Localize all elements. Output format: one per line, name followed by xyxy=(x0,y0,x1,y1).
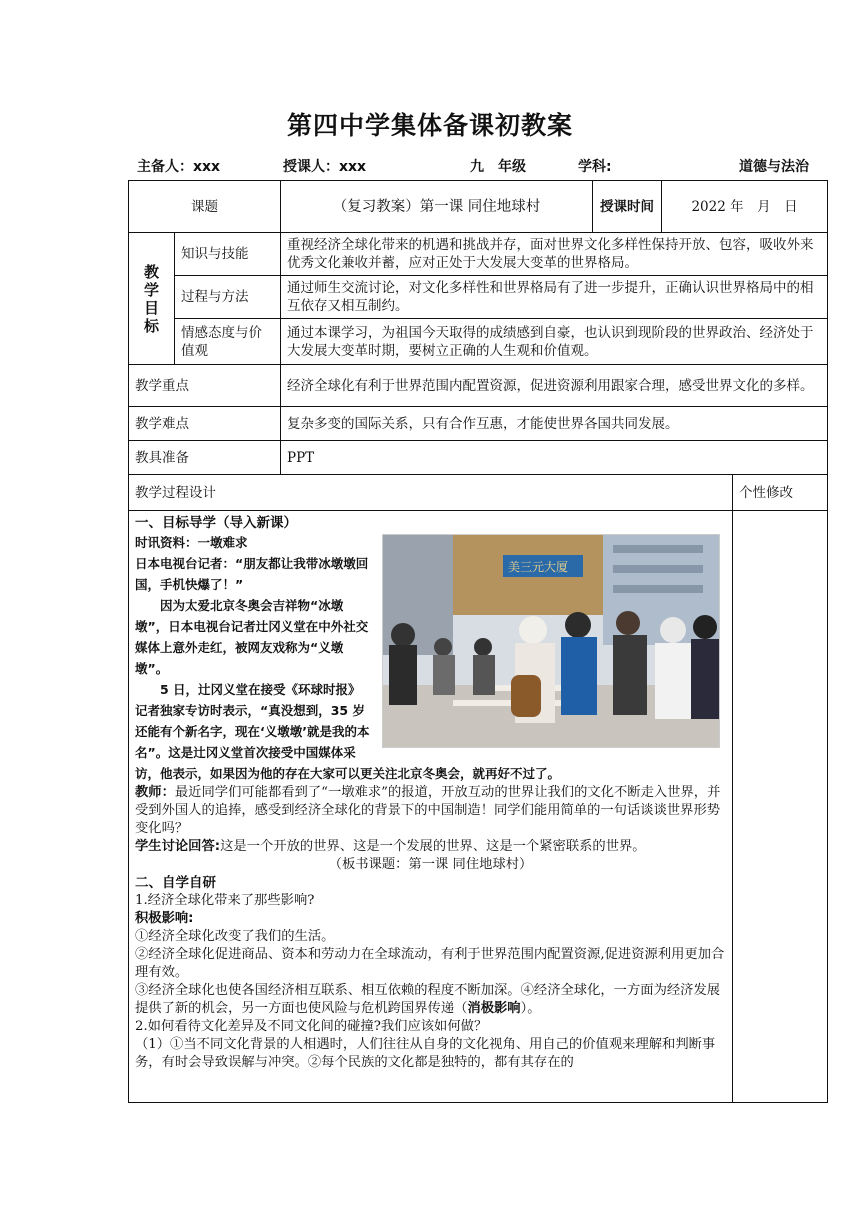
student-label: 学生讨论回答: xyxy=(135,839,221,854)
news-quote: 日本电视台记者：“朋友都让我带冰墩墩回国，手机快爆了！” xyxy=(135,556,369,592)
objective-text-process: 通过师生交流讨论，对文化多样性和世界格局有了进一步提升，正确认识世界格局中的相互依存又相互制约。 xyxy=(281,276,828,319)
student-text: 这是一个开放的世界、这是一个发展的世界、这是一个紧密联系的世界。 xyxy=(220,839,646,854)
section-1-title: 一、目标导学（导入新课） xyxy=(135,515,297,531)
photo-sign: 美三元大厦 xyxy=(508,560,569,574)
personal-label: 个性修改 xyxy=(733,475,828,511)
tools-text: PPT xyxy=(281,441,828,475)
section-2-title: 二、自学自研 xyxy=(135,875,216,891)
negative-impact: 消极影响 xyxy=(467,1001,521,1016)
point-3 xyxy=(135,982,726,1018)
point-3-end: ）。 xyxy=(520,1001,541,1016)
objective-label-process: 过程与方法 xyxy=(175,276,281,319)
question-1: 1.经济全球化带来了那些影响? xyxy=(135,893,315,908)
topic-label: 课题 xyxy=(129,181,281,233)
news-paragraph-1: 因为太爱北京冬奥会吉祥物“冰墩墩”，日本电视台记者辻冈义堂在中外社交媒体上意外走红，被网友戏称为“义墩墩”。 xyxy=(135,598,369,676)
crowd-queue-photo xyxy=(383,535,719,747)
key-point-text: 经济全球化有利于世界范围内配置资源，促进资源利用跟家合理，感受世界文化的多样。 xyxy=(281,365,828,407)
subject-value: 道德与法治 xyxy=(739,159,809,175)
news-title: 时讯资料：一墩难求 xyxy=(135,535,248,550)
objective-label-knowledge: 知识与技能 xyxy=(175,233,281,276)
personal-edit-cell[interactable] xyxy=(733,511,828,1103)
key-point-label: 教学重点 xyxy=(129,365,281,407)
teacher-label: 教师： xyxy=(135,785,175,800)
subject-label: 学科: xyxy=(578,159,612,175)
objective-text-attitude: 通过本课学习，为祖国今天取得的成绩感到自豪，也认识到现阶段的世界政治、经济处于大发展大变革时期，要树立正确的人生观和价值观。 xyxy=(281,319,828,365)
student-answer xyxy=(135,838,726,856)
time-value: 2022 年 月 日 xyxy=(662,181,828,233)
point-3-text: ③经济全球化也使各国经济相互联系、相互依赖的程度不断加深。④经济全球化，一方面为经济发展提供了新的机会，另一方面也使风险与危机跨国界传递（ xyxy=(135,983,721,1016)
objective-label-attitude: 情感态度与价值观 xyxy=(175,319,281,365)
difficult-point-label: 教学难点 xyxy=(129,407,281,441)
news-paragraph-2: 5 日，辻冈义堂在接受《环球时报》记者独家专访时表示，“真没想到，35 岁还能有个新名字，现在‘义墩墩’就是我的本名”。这是辻冈义堂首次接受中国媒体采访，他表示，如果因为他的存在大家可以更关注北京冬奥会，就再好不过了。 xyxy=(135,682,561,781)
tools-label: 教具准备 xyxy=(129,441,281,475)
teacher: 授课人：xxx xyxy=(283,159,367,175)
point-1: ①经济全球化改变了我们的生活。 xyxy=(135,929,335,944)
positive-label: 积极影响: xyxy=(135,911,194,926)
lesson-plan-table xyxy=(128,180,828,1103)
process-content xyxy=(129,511,733,1103)
time-label: 授课时间 xyxy=(593,181,662,233)
answer-2: （1）①当不同文化背景的人相遇时，人们往往从自身的文化视角、用自己的价值观来理解和判断事务，有时会导致误解与冲突。②每个民族的文化都是独特的，都有其存在的 xyxy=(135,1037,716,1070)
point-2: ②经济全球化促进商品、资本和劳动力在全球流动，有利于世界范围内配置资源,促进资源利用更加合理有效。 xyxy=(135,947,725,980)
news-photo xyxy=(382,534,720,748)
board-note: （板书课题：第一课 同住地球村） xyxy=(328,857,533,872)
objectives-label xyxy=(129,233,175,365)
process-label: 教学过程设计 xyxy=(129,475,733,511)
teacher-remark xyxy=(135,784,726,838)
objectives-label-text: 教学目标 xyxy=(144,262,160,335)
difficult-point-text: 复杂多变的国际关系，只有合作互惠，才能使世界各国共同发展。 xyxy=(281,407,828,441)
grade: 九 年级 xyxy=(470,159,526,175)
question-2: 2.如何看待文化差异及不同文化间的碰撞?我们应该如何做？ xyxy=(135,1019,488,1034)
prepared-by: 主备人：xxx xyxy=(137,159,221,175)
topic-value: （复习教案）第一课 同住地球村 xyxy=(281,181,593,233)
document-title: 第四中学集体备课初教案 xyxy=(286,111,573,140)
objective-text-knowledge: 重视经济全球化带来的机遇和挑战并存，面对世界文化多样性保持开放、包容，吸收外来优秀文化兼收并蓄，应对正处于大发展大变革的世界格局。 xyxy=(281,233,828,276)
teacher-text: 最近同学们可能都看到了“一墩难求”的报道，开放互动的世界让我们的文化不断走入世界，并受到外国人的追捧，感受到经济全球化的背景下的中国制造！同学们能用简单的一句话谈谈世界形势变化吗？ xyxy=(135,785,721,836)
